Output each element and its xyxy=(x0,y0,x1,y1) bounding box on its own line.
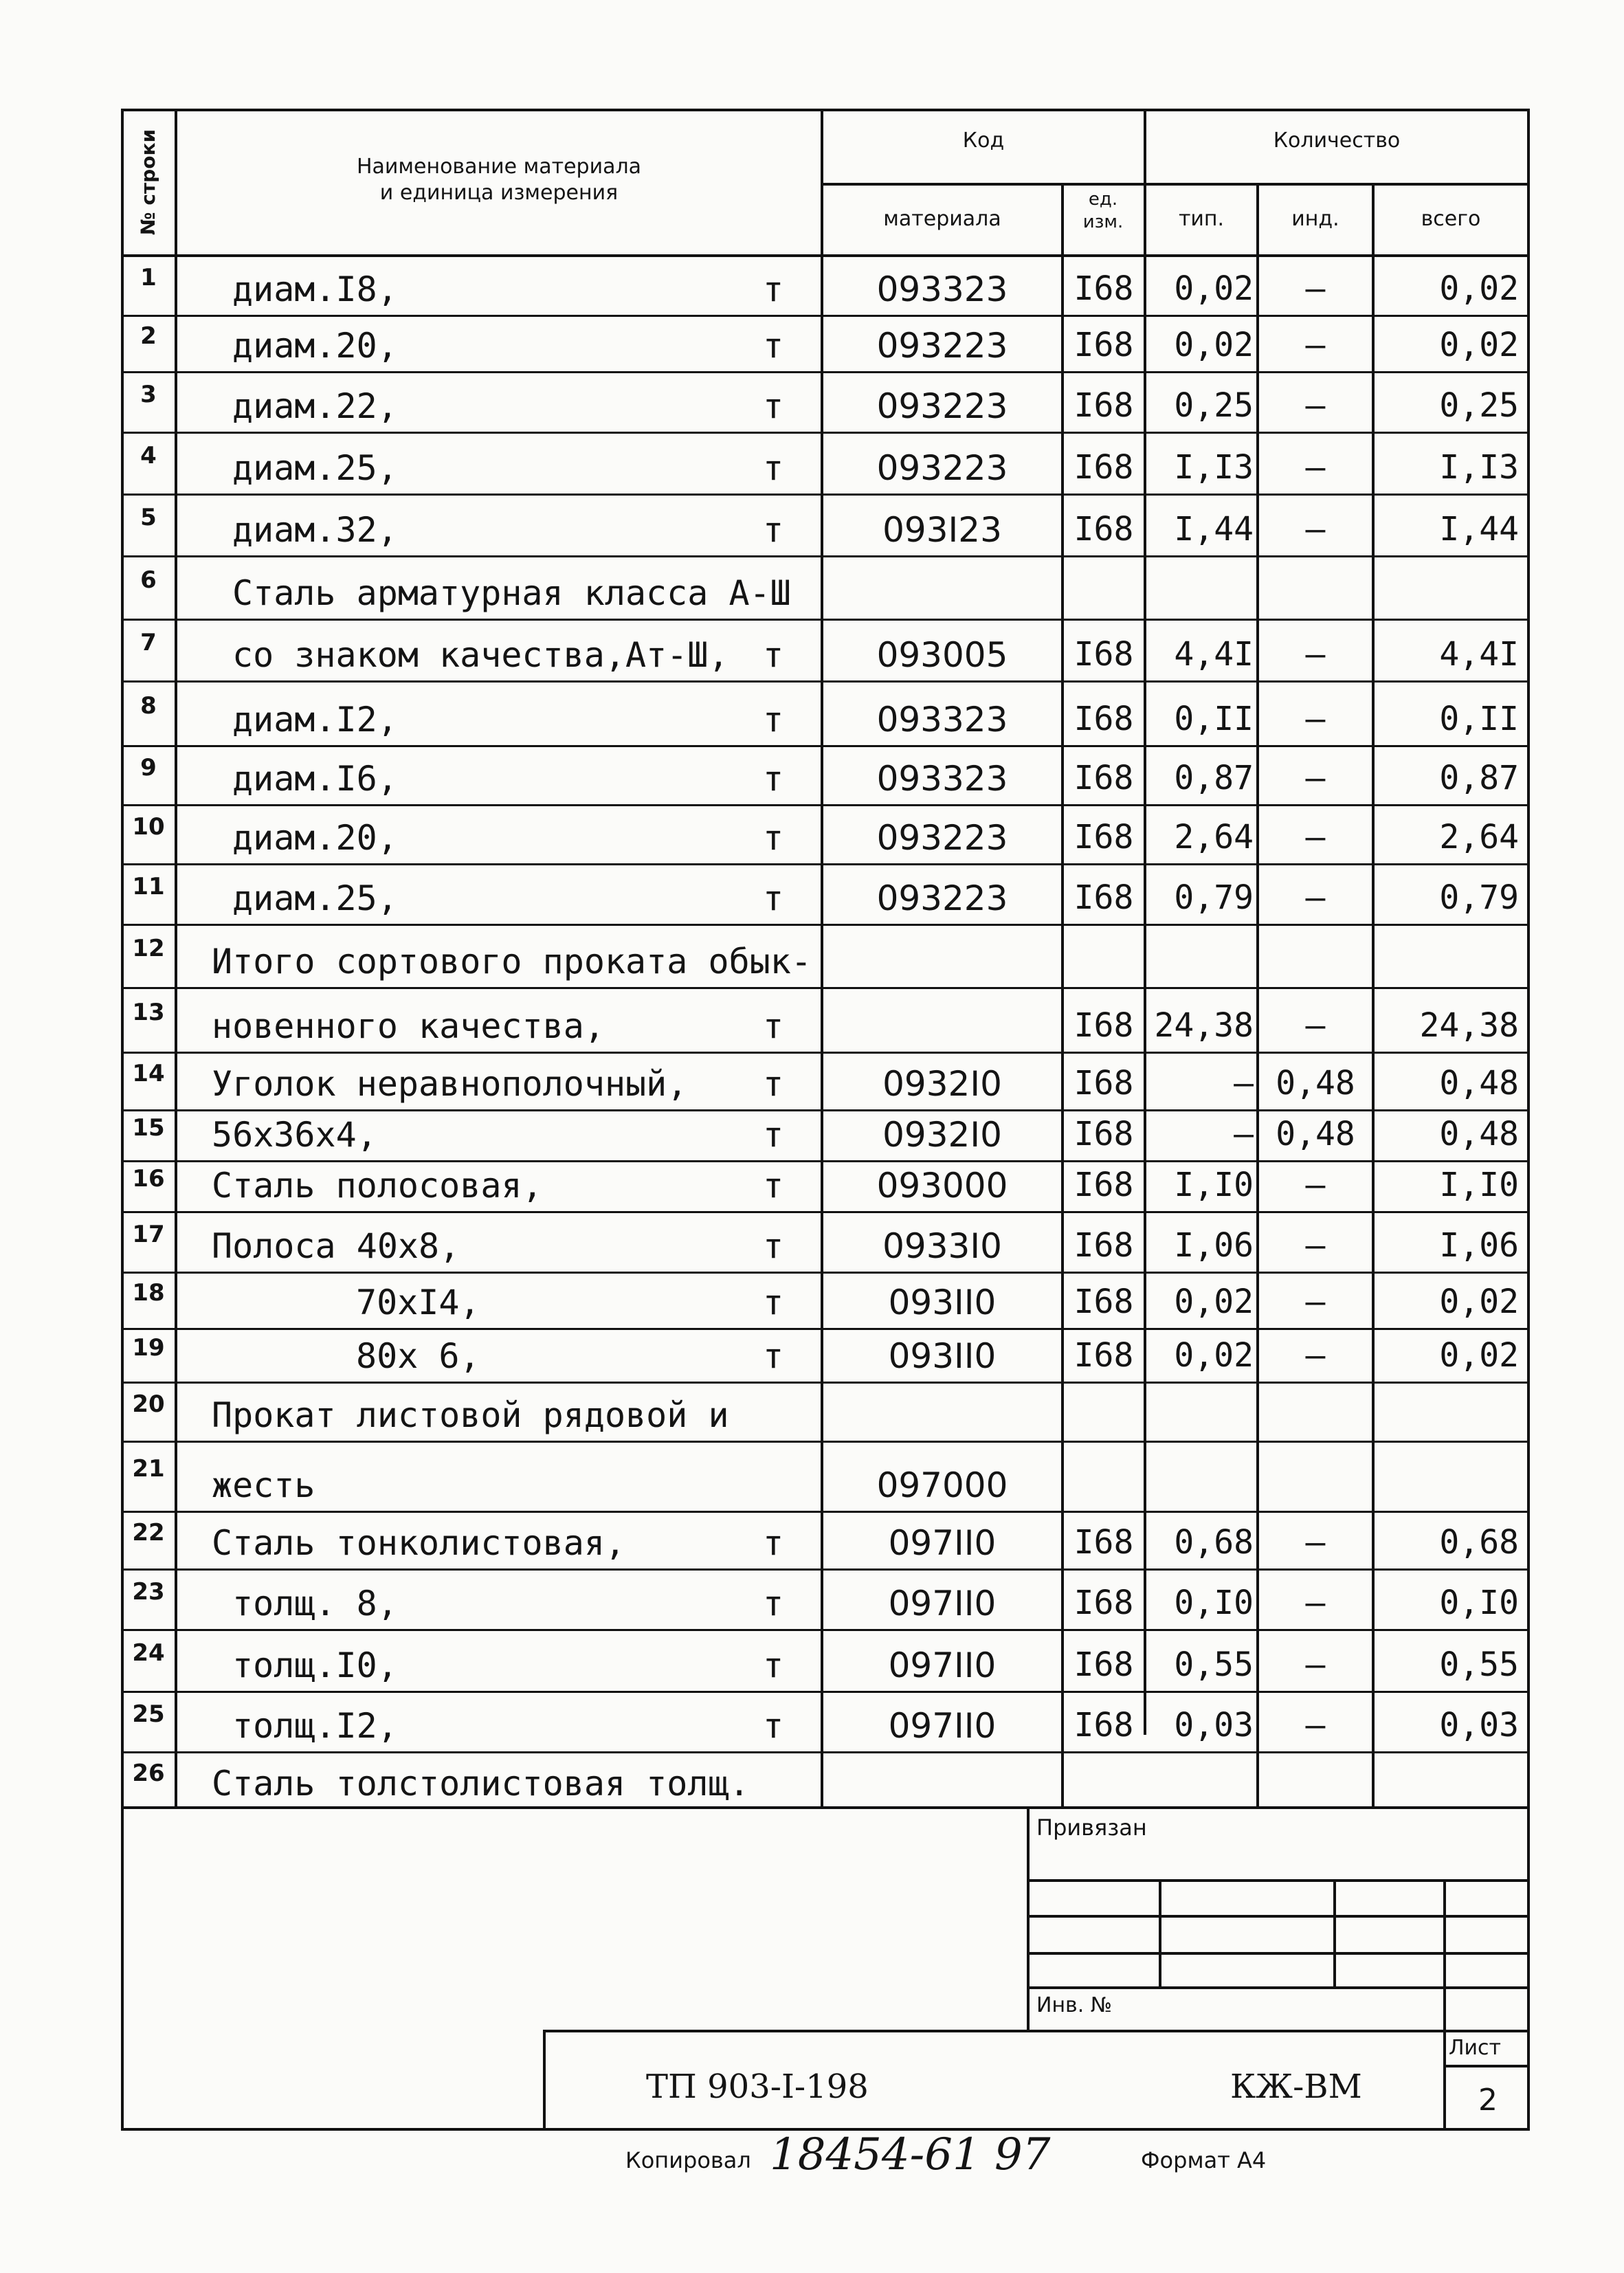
header-name-line1: Наименование материала xyxy=(356,155,642,179)
footer-copied-signature: 18454-61 97 xyxy=(770,2129,1051,2180)
table-row xyxy=(0,432,1624,494)
table-row xyxy=(0,863,1624,924)
table-row xyxy=(0,1441,1624,1511)
unit-of-measure: т xyxy=(763,1166,784,1206)
row-number: 25 xyxy=(132,1700,165,1728)
material-name: диам.I2, xyxy=(232,700,398,740)
unit-code: I68 xyxy=(1074,878,1134,917)
table-row xyxy=(0,804,1624,863)
stamp-divider xyxy=(1027,1806,1030,2030)
table-row xyxy=(0,315,1624,371)
quantity-typical: 4,4I xyxy=(1174,635,1254,674)
table-row xyxy=(0,1052,1624,1109)
material-name: диам.20, xyxy=(232,818,398,858)
quantity-total: 0,02 xyxy=(1439,326,1519,364)
stamp-project-code: ТП 903-I-198 xyxy=(646,2067,869,2106)
quantity-total: 2,64 xyxy=(1439,818,1519,856)
header-code-material: материала xyxy=(883,207,1001,231)
row-number: 10 xyxy=(132,813,165,841)
quantity-typical: 0,02 xyxy=(1174,1336,1254,1375)
stamp-divider xyxy=(543,2030,546,2129)
unit-of-measure: т xyxy=(763,326,784,366)
material-code: 093323 xyxy=(876,759,1008,799)
unit-of-measure: т xyxy=(763,1645,784,1685)
unit-of-measure: т xyxy=(763,1006,784,1046)
unit-code: I68 xyxy=(1074,1336,1134,1375)
quantity-individual: – xyxy=(1305,700,1326,738)
material-name: толщ.I0, xyxy=(232,1645,398,1685)
material-name: Сталь тонколистовая, xyxy=(212,1523,626,1563)
unit-code: I68 xyxy=(1074,1584,1134,1622)
row-number: 11 xyxy=(132,873,165,900)
material-name: 80х 6, xyxy=(356,1336,480,1376)
quantity-individual: 0,48 xyxy=(1276,1064,1355,1102)
quantity-individual: – xyxy=(1305,1283,1326,1321)
quantity-individual: – xyxy=(1305,510,1326,548)
table-border-top xyxy=(121,109,1530,111)
unit-code: I68 xyxy=(1074,759,1134,797)
quantity-typical: 24,38 xyxy=(1154,1006,1254,1045)
row-number: 4 xyxy=(140,442,157,469)
unit-of-measure: т xyxy=(763,1115,784,1155)
header-code: Код xyxy=(962,129,1005,153)
unit-code: I68 xyxy=(1074,326,1134,364)
row-number: 6 xyxy=(140,566,157,594)
table-row xyxy=(0,1382,1624,1441)
material-name: новенного качества, xyxy=(212,1006,605,1046)
material-code: 093005 xyxy=(876,635,1008,675)
material-name: Сталь арматурная класса А-Ш xyxy=(232,573,791,613)
quantity-typical: I,I0 xyxy=(1174,1166,1254,1204)
quantity-total: I,I3 xyxy=(1439,448,1519,487)
table-row xyxy=(0,1511,1624,1568)
quantity-total: 0,I0 xyxy=(1439,1584,1519,1622)
quantity-individual: – xyxy=(1305,1645,1326,1684)
table-row xyxy=(0,1272,1624,1328)
table-row xyxy=(0,254,1624,315)
table-row xyxy=(0,1691,1624,1751)
row-number: 3 xyxy=(140,381,157,408)
unit-of-measure: т xyxy=(763,1336,784,1376)
unit-of-measure: т xyxy=(763,1584,784,1623)
stamp-divider xyxy=(1159,1879,1161,1986)
quantity-individual: – xyxy=(1305,635,1326,674)
quantity-individual: – xyxy=(1305,1166,1326,1204)
quantity-typical: 0,03 xyxy=(1174,1706,1254,1744)
row-number: 20 xyxy=(132,1390,165,1418)
material-name: диам.I8, xyxy=(232,269,398,309)
unit-of-measure: т xyxy=(763,1706,784,1746)
quantity-total: 0,48 xyxy=(1439,1115,1519,1153)
material-code: 093323 xyxy=(876,269,1008,309)
quantity-individual: – xyxy=(1305,448,1326,487)
quantity-typical: 0,II xyxy=(1174,700,1254,738)
quantity-typical: 0,25 xyxy=(1174,386,1254,425)
quantity-total: 0,48 xyxy=(1439,1064,1519,1102)
stamp-drawing-mark: КЖ-ВМ xyxy=(1230,2067,1362,2106)
unit-of-measure: т xyxy=(763,510,784,550)
quantity-typical: 0,79 xyxy=(1174,878,1254,917)
table-row xyxy=(0,1328,1624,1382)
row-number: 26 xyxy=(132,1760,165,1787)
quantity-total: 0,79 xyxy=(1439,878,1519,917)
quantity-total: 24,38 xyxy=(1419,1006,1519,1045)
table-row xyxy=(0,987,1624,1052)
material-code: 097II0 xyxy=(888,1706,997,1746)
stamp-line xyxy=(543,2030,1530,2032)
table-row xyxy=(0,745,1624,804)
material-name: Прокат листовой рядовой и xyxy=(212,1395,729,1435)
unit-code: I68 xyxy=(1074,1006,1134,1045)
quantity-total: 0,87 xyxy=(1439,759,1519,797)
material-code: 093323 xyxy=(876,700,1008,740)
quantity-individual: – xyxy=(1305,878,1326,917)
row-number: 19 xyxy=(132,1334,165,1362)
material-name: 56х36х4, xyxy=(212,1115,377,1155)
unit-code: I68 xyxy=(1074,1166,1134,1204)
quantity-total: 0,II xyxy=(1439,700,1519,738)
material-name: диам.25, xyxy=(232,448,398,488)
stamp-inv-no: Инв. № xyxy=(1036,1993,1113,2017)
material-code: 097II0 xyxy=(888,1584,997,1623)
material-code: 093I23 xyxy=(882,510,1002,550)
row-number: 2 xyxy=(140,322,157,350)
material-name: со знаком качества,Ат-Ш, xyxy=(232,635,729,675)
quantity-total: I,I0 xyxy=(1439,1166,1519,1204)
stamp-sheet-number: 2 xyxy=(1478,2083,1498,2118)
unit-of-measure: т xyxy=(763,1283,784,1322)
material-name: диам.32, xyxy=(232,510,398,550)
unit-code: I68 xyxy=(1074,269,1134,308)
material-code: 0932I0 xyxy=(882,1064,1002,1104)
unit-code: I68 xyxy=(1074,1523,1134,1562)
unit-code: I68 xyxy=(1074,1226,1134,1265)
table-row xyxy=(0,494,1624,555)
table-row xyxy=(0,680,1624,745)
row-number: 24 xyxy=(132,1639,165,1667)
row-number: 22 xyxy=(132,1519,165,1546)
quantity-individual: – xyxy=(1305,269,1326,308)
unit-code: I68 xyxy=(1074,510,1134,548)
header-quantity: Количество xyxy=(1273,129,1401,153)
stamp-privyazan: Привязан xyxy=(1036,1815,1147,1841)
unit-code: I68 xyxy=(1074,1645,1134,1684)
header-qty-total: всего xyxy=(1421,207,1481,231)
quantity-total: 0,03 xyxy=(1439,1706,1519,1744)
row-number: 23 xyxy=(132,1578,165,1606)
quantity-individual: – xyxy=(1305,818,1326,856)
stamp-line xyxy=(1027,1915,1530,1918)
header-name-line2: и единица измерения xyxy=(379,181,619,205)
unit-of-measure: т xyxy=(763,1523,784,1563)
row-number: 13 xyxy=(132,999,165,1026)
material-name: диам.I6, xyxy=(232,759,398,799)
unit-of-measure: т xyxy=(763,448,784,488)
quantity-individual: – xyxy=(1305,1336,1326,1375)
quantity-typical: 0,02 xyxy=(1174,1283,1254,1321)
quantity-typical: 0,02 xyxy=(1174,269,1254,308)
material-name: диам.22, xyxy=(232,386,398,426)
quantity-individual: – xyxy=(1305,759,1326,797)
table-row xyxy=(0,555,1624,619)
table-row xyxy=(0,619,1624,680)
quantity-total: 0,02 xyxy=(1439,1283,1519,1321)
quantity-typical: 2,64 xyxy=(1174,818,1254,856)
unit-code: I68 xyxy=(1074,1283,1134,1321)
row-number: 12 xyxy=(132,935,165,962)
header-qty-typ: тип. xyxy=(1178,207,1225,231)
header-rownum-label: № строки xyxy=(137,129,159,236)
quantity-typical: 0,I0 xyxy=(1174,1584,1254,1622)
quantity-individual: – xyxy=(1305,1523,1326,1562)
unit-of-measure: т xyxy=(763,878,784,918)
row-number: 9 xyxy=(140,754,157,781)
footer-copied-label: Копировал xyxy=(625,2147,751,2173)
unit-of-measure: т xyxy=(763,1064,784,1104)
quantity-total: 0,55 xyxy=(1439,1645,1519,1684)
stamp-line xyxy=(1027,1952,1530,1955)
material-name: толщ.I2, xyxy=(232,1706,398,1746)
header-qty-ind: инд. xyxy=(1291,207,1339,231)
material-code: 093223 xyxy=(876,386,1008,426)
quantity-total: 0,68 xyxy=(1439,1523,1519,1562)
unit-code: I68 xyxy=(1074,386,1134,425)
stamp-line xyxy=(1027,1986,1530,1989)
quantity-typical: I,06 xyxy=(1174,1226,1254,1265)
unit-code: I68 xyxy=(1074,1706,1134,1744)
material-code: 093000 xyxy=(876,1166,1008,1206)
material-code: 0932I0 xyxy=(882,1115,1002,1155)
quantity-individual: – xyxy=(1305,1226,1326,1265)
material-name: Сталь толстолистовая толщ. xyxy=(212,1764,750,1804)
material-name: толщ. 8, xyxy=(232,1584,398,1623)
material-code: 093223 xyxy=(876,818,1008,858)
material-code: 093223 xyxy=(876,878,1008,918)
table-row xyxy=(0,1109,1624,1160)
quantity-total: 0,02 xyxy=(1439,1336,1519,1375)
stamp-divider xyxy=(1333,1879,1336,1986)
row-number: 21 xyxy=(132,1455,165,1483)
table-row xyxy=(0,1751,1624,1809)
material-code: 097000 xyxy=(876,1465,1008,1505)
table-row xyxy=(0,1211,1624,1272)
quantity-total: 0,02 xyxy=(1439,269,1519,308)
material-code: 097II0 xyxy=(888,1523,997,1563)
rows-bottom-line xyxy=(121,1806,1530,1809)
stamp-sheet-label: Лист xyxy=(1449,2036,1502,2060)
material-name: 70хI4, xyxy=(356,1283,480,1322)
material-name: Полоса 40х8, xyxy=(212,1226,460,1266)
header-subdivider xyxy=(821,183,1530,186)
quantity-typical: I,44 xyxy=(1174,510,1254,548)
material-name: Итого сортового проката обык- xyxy=(212,942,812,982)
unit-code: I68 xyxy=(1074,1115,1134,1153)
stamp-line xyxy=(1443,2065,1530,2067)
material-code: 093223 xyxy=(876,326,1008,366)
quantity-individual: – xyxy=(1305,386,1326,425)
unit-of-measure: т xyxy=(763,818,784,858)
row-number: 1 xyxy=(140,264,157,291)
quantity-typical: – xyxy=(1234,1115,1254,1153)
material-code: 097II0 xyxy=(888,1645,997,1685)
row-number: 17 xyxy=(132,1221,165,1248)
quantity-individual: – xyxy=(1305,326,1326,364)
unit-code: I68 xyxy=(1074,700,1134,738)
row-number: 16 xyxy=(132,1165,165,1193)
unit-code: I68 xyxy=(1074,818,1134,856)
row-number: 18 xyxy=(132,1279,165,1307)
table-row xyxy=(0,924,1624,987)
quantity-typical: 0,55 xyxy=(1174,1645,1254,1684)
row-number: 5 xyxy=(140,504,157,531)
material-code: 093II0 xyxy=(888,1283,997,1322)
unit-of-measure: т xyxy=(763,759,784,799)
unit-of-measure: т xyxy=(763,386,784,426)
table-row xyxy=(0,1629,1624,1691)
quantity-individual: 0,48 xyxy=(1276,1115,1355,1153)
material-name: диам.20, xyxy=(232,326,398,366)
quantity-total: I,06 xyxy=(1439,1226,1519,1265)
unit-code: I68 xyxy=(1074,635,1134,674)
material-name: жесть xyxy=(212,1465,315,1505)
quantity-typical: 0,02 xyxy=(1174,326,1254,364)
quantity-total: 0,25 xyxy=(1439,386,1519,425)
material-code: 093II0 xyxy=(888,1336,997,1376)
row-number: 7 xyxy=(140,629,157,656)
material-name: Сталь полосовая, xyxy=(212,1166,543,1206)
row-number: 15 xyxy=(132,1114,165,1142)
footer-format-label: Формат А4 xyxy=(1141,2147,1267,2173)
material-code: 0933I0 xyxy=(882,1226,1002,1266)
quantity-total: 4,4I xyxy=(1439,635,1519,674)
quantity-typical: I,I3 xyxy=(1174,448,1254,487)
quantity-typical: 0,68 xyxy=(1174,1523,1254,1562)
table-row xyxy=(0,1160,1624,1211)
stamp-line xyxy=(1027,1879,1530,1882)
unit-of-measure: т xyxy=(763,635,784,675)
quantity-individual: – xyxy=(1305,1006,1326,1045)
table-row xyxy=(0,371,1624,432)
material-name: диам.25, xyxy=(232,878,398,918)
header-code-unit: ед. изм. xyxy=(1082,189,1124,232)
row-number: 8 xyxy=(140,692,157,720)
unit-of-measure: т xyxy=(763,1226,784,1266)
quantity-total: I,44 xyxy=(1439,510,1519,548)
header-rownum-cell xyxy=(122,111,175,253)
quantity-typical: – xyxy=(1234,1064,1254,1102)
unit-code: I68 xyxy=(1074,448,1134,487)
unit-code: I68 xyxy=(1074,1064,1134,1102)
row-number: 14 xyxy=(132,1060,165,1087)
quantity-typical: 0,87 xyxy=(1174,759,1254,797)
quantity-individual: – xyxy=(1305,1706,1326,1744)
unit-of-measure: т xyxy=(763,700,784,740)
material-name: Уголок неравнополочный, xyxy=(212,1064,688,1104)
material-code: 093223 xyxy=(876,448,1008,488)
unit-of-measure: т xyxy=(763,269,784,309)
table-row xyxy=(0,1568,1624,1629)
quantity-individual: – xyxy=(1305,1584,1326,1622)
